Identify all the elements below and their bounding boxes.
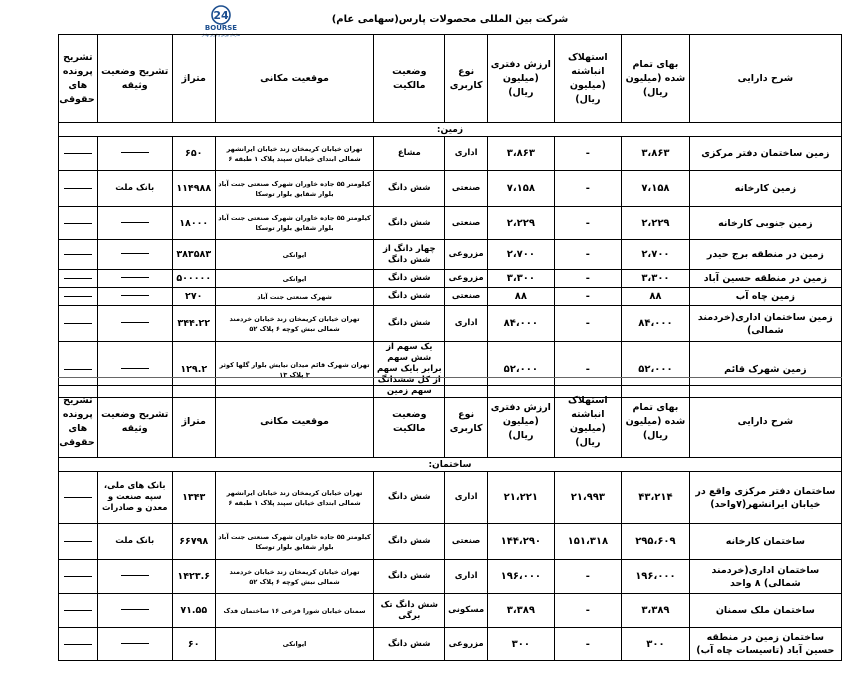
cell-use: صنعتی (445, 207, 488, 240)
cell-coll (97, 628, 172, 661)
svg-text:24: 24 (213, 9, 229, 22)
cell-area: ۶۶۷۹۸ (172, 524, 215, 560)
cell-legal (59, 240, 98, 270)
col-desc: شرح دارایی (689, 386, 841, 458)
cell-use: صنعتی (445, 171, 488, 207)
cell-area: ۱۴۲۳.۶ (172, 560, 215, 594)
cell-use: صنعتی (445, 288, 488, 306)
empty-dash (64, 278, 92, 279)
cell-loc: تهران خیابان کریمخان زند خیابان خردمند شمالی نبش کوچه ۶ پلاک ۵۲ (215, 560, 374, 594)
cell-coll (97, 137, 172, 171)
cell-depr: - (554, 560, 622, 594)
table-divider (58, 377, 842, 378)
cell-own: یک سهم از شش سهم برابر بایک سهم از کل ششدانگ سهم زمین (374, 342, 445, 398)
cell-use: مزروعی (445, 270, 488, 288)
cell-desc: زمین چاه آب (689, 288, 841, 306)
empty-dash (64, 369, 92, 370)
cell-legal (59, 270, 98, 288)
land-section-label: زمین: (59, 123, 842, 137)
cell-book: ۳۰۰ (488, 628, 555, 661)
col-legal: تشریح پرونده های حقوقی (59, 386, 98, 458)
cell-area: ۱۱۴۹۸۸ (172, 171, 215, 207)
cell-own: مشاع (374, 137, 445, 171)
empty-dash (121, 322, 149, 323)
cell-coll (97, 288, 172, 306)
table-row (59, 628, 842, 661)
empty-dash (121, 253, 149, 254)
col-own: وضعیت مالکیت (374, 35, 445, 123)
cell-own: شش دانگ (374, 306, 445, 342)
section-row (59, 458, 842, 472)
cell-legal (59, 207, 98, 240)
empty-dash (121, 152, 149, 153)
table-row (59, 560, 842, 594)
cell-coll (97, 306, 172, 342)
cell-legal (59, 560, 98, 594)
cell-cost: ۸۴،۰۰۰ (622, 306, 690, 342)
cell-coll (97, 207, 172, 240)
table-row (59, 594, 842, 628)
cell-own: شش دانگ تک برگی (374, 594, 445, 628)
cell-loc: کیلومتر ۵۵ جاده خاوران شهرک صنعتی جنت آباد بلوار شقایق بلوار توسکا (215, 524, 374, 560)
cell-legal (59, 137, 98, 171)
building-assets-table (58, 385, 842, 661)
cell-book: ۲۱،۲۲۱ (488, 472, 555, 524)
col-book: ارزش دفتری (میلیون ریال) (488, 386, 555, 458)
logo-text: BOURSE (204, 24, 238, 32)
building-table-body (59, 458, 842, 661)
cell-area: ۲۷۰ (172, 288, 215, 306)
col-depr: استهلاک انباشته (میلیون ریال) (554, 35, 622, 123)
cell-depr: ۲۱،۹۹۳ (554, 472, 622, 524)
col-depr: استهلاک انباشته (میلیون ریال) (554, 386, 622, 458)
cell-book: ۳،۸۶۳ (488, 137, 555, 171)
cell-depr: - (554, 137, 622, 171)
table-row (59, 240, 842, 270)
cell-desc: زمین کارخانه (689, 171, 841, 207)
section-row (59, 123, 842, 137)
cell-loc: ایوانکی (215, 628, 374, 661)
cell-cost: ۴۳،۲۱۴ (622, 472, 690, 524)
cell-area: ۶۵۰ (172, 137, 215, 171)
cell-depr: - (554, 240, 622, 270)
cell-desc: زمین در منطقه حسین آباد (689, 270, 841, 288)
col-area: متراژ (172, 35, 215, 123)
cell-loc: تهران خیابان کریمخان زند خیابان ایرانشهر شمالی ابتدای خیابان سپند پلاک ۱ طبقه ۶ (215, 472, 374, 524)
empty-dash (121, 295, 149, 296)
cell-legal (59, 472, 98, 524)
cell-cost: ۲۹۵،۶۰۹ (622, 524, 690, 560)
col-coll: تشریح وضعیت وثیقه (97, 35, 172, 123)
empty-dash (64, 644, 92, 645)
cell-depr: - (554, 628, 622, 661)
cell-coll (97, 560, 172, 594)
building-section-label: ساختمان: (59, 458, 842, 472)
empty-dash (64, 296, 92, 297)
land-assets-table (58, 34, 842, 398)
cell-use: مزروعی (445, 628, 488, 661)
empty-dash (121, 277, 149, 278)
cell-use: مسکونی (445, 594, 488, 628)
cell-own: شش دانگ (374, 524, 445, 560)
cell-legal (59, 524, 98, 560)
cell-depr: ۱۵۱،۳۱۸ (554, 524, 622, 560)
cell-loc: کیلومتر ۵۵ جاده خاوران شهرک صنعتی جنت آباد بلوار شقایق بلوار توسکا (215, 207, 374, 240)
logo-subtext: سازمان بورس و اوراق بهادار (201, 33, 241, 37)
cell-use: صنعتی (445, 524, 488, 560)
cell-desc: زمین شهرک قائم (689, 342, 841, 398)
cell-area: ۳۴۴.۲۲ (172, 306, 215, 342)
cell-use: اداری (445, 560, 488, 594)
empty-dash (121, 222, 149, 223)
cell-loc: ایوانکی (215, 240, 374, 270)
cell-area: ۶۰ (172, 628, 215, 661)
cell-desc: ساختمان کارخانه (689, 524, 841, 560)
col-own: وضعیت مالکیت (374, 386, 445, 458)
land-table-body (59, 123, 842, 398)
empty-dash (64, 254, 92, 255)
empty-dash (121, 575, 149, 576)
cell-cost: ۳۰۰ (622, 628, 690, 661)
cell-area: ۱۲۹.۲ (172, 342, 215, 398)
col-cost: بهای تمام شده (میلیون ریال) (622, 35, 690, 123)
col-coll: تشریح وضعیت وثیقه (97, 386, 172, 458)
empty-dash (64, 223, 92, 224)
cell-cost: ۱۹۶،۰۰۰ (622, 560, 690, 594)
cell-depr: - (554, 171, 622, 207)
cell-loc: ایوانکی (215, 270, 374, 288)
cell-coll: بانک ملت (97, 524, 172, 560)
cell-own: شش دانگ (374, 628, 445, 661)
cell-use: اداری (445, 472, 488, 524)
bourse-logo-icon (196, 4, 246, 38)
empty-dash (64, 541, 92, 542)
cell-own: شش دانگ (374, 288, 445, 306)
table-row (59, 472, 842, 524)
col-loc: موقعیت مکانی (215, 35, 374, 123)
cell-legal (59, 288, 98, 306)
cell-depr: - (554, 342, 622, 398)
cell-area: ۵۰۰۰۰۰ (172, 270, 215, 288)
col-loc: موقعیت مکانی (215, 386, 374, 458)
cell-legal (59, 306, 98, 342)
cell-cost: ۳،۳۰۰ (622, 270, 690, 288)
empty-dash (64, 188, 92, 189)
cell-book: ۷،۱۵۸ (488, 171, 555, 207)
col-legal: تشریح پرونده های حقوقی (59, 35, 98, 123)
cell-coll (97, 240, 172, 270)
cell-book: ۸۴،۰۰۰ (488, 306, 555, 342)
cell-legal (59, 171, 98, 207)
table-row (59, 171, 842, 207)
table-row (59, 270, 842, 288)
cell-coll: بانک های ملی، سپه صنعت و معدن و صادرات (97, 472, 172, 524)
empty-dash (64, 153, 92, 154)
cell-cost: ۲،۲۲۹ (622, 207, 690, 240)
cell-desc: ساختمان زمین در منطقه حسین آباد (تاسیسات چاه آب) (689, 628, 841, 661)
col-desc: شرح دارایی (689, 35, 841, 123)
empty-dash (64, 497, 92, 498)
cell-desc: زمین ساختمان دفتر مرکزی (689, 137, 841, 171)
cell-book: ۳،۳۰۰ (488, 270, 555, 288)
empty-dash (64, 610, 92, 611)
cell-area: ۷۱.۵۵ (172, 594, 215, 628)
building-header-row (59, 386, 842, 458)
col-use: نوع کاربری (445, 386, 488, 458)
cell-book: ۳،۳۸۹ (488, 594, 555, 628)
col-area: متراژ (172, 386, 215, 458)
cell-own: شش دانگ (374, 207, 445, 240)
cell-area: ۱۳۴۳ (172, 472, 215, 524)
table-row (59, 288, 842, 306)
cell-depr: - (554, 207, 622, 240)
cell-use: اداری (445, 137, 488, 171)
cell-loc: سمنان خیابان شورا فرعی ۱۶ ساختمان فدک (215, 594, 374, 628)
empty-dash (121, 643, 149, 644)
cell-own: شش دانگ (374, 270, 445, 288)
empty-dash (121, 368, 149, 369)
cell-loc: کیلومتر ۵۵ جاده خاوران شهرک صنعتی جنت آباد بلوار شقایق بلوار توسکا (215, 171, 374, 207)
cell-area: ۳۸۳۵۸۳ (172, 240, 215, 270)
cell-depr: - (554, 306, 622, 342)
cell-coll (97, 594, 172, 628)
cell-desc: زمین جنوبی کارخانه (689, 207, 841, 240)
cell-depr: - (554, 270, 622, 288)
cell-desc: ساختمان دفتر مرکزی واقع در خیابان ایرانشهر(۷واحد) (689, 472, 841, 524)
cell-own: چهار دانگ از شش دانگ (374, 240, 445, 270)
cell-coll (97, 270, 172, 288)
table-row (59, 137, 842, 171)
table-row (59, 306, 842, 342)
land-header-row (59, 35, 842, 123)
table-row (59, 207, 842, 240)
cell-book: ۵۲،۰۰۰ (488, 342, 555, 398)
empty-dash (64, 323, 92, 324)
cell-book: ۱۹۶،۰۰۰ (488, 560, 555, 594)
empty-dash (64, 576, 92, 577)
company-title: شرکت بین المللی محصولات پارس(سهامی عام) (331, 14, 569, 25)
empty-dash (121, 609, 149, 610)
cell-own: شش دانگ (374, 171, 445, 207)
cell-cost: ۳،۳۸۹ (622, 594, 690, 628)
cell-area: ۱۸۰۰۰ (172, 207, 215, 240)
cell-loc: تهران خیابان کریمخان زند خیابان خردمند شمالی نبش کوچه ۶ پلاک ۵۲ (215, 306, 374, 342)
cell-cost: ۳،۸۶۳ (622, 137, 690, 171)
cell-own: شش دانگ (374, 472, 445, 524)
cell-loc: تهران خیابان کریمخان زند خیابان ایرانشهر شمالی ابتدای خیابان سپند پلاک ۱ طبقه ۶ (215, 137, 374, 171)
table-row (59, 524, 842, 560)
col-book: ارزش دفتری (میلیون ریال) (488, 35, 555, 123)
cell-loc: تهران شهرک قائم میدان نیایش بلوار گلها کوثر ۳ پلاک ۱۳ (215, 342, 374, 398)
cell-use: مزروعی (445, 240, 488, 270)
cell-loc: شهرک صنعتی جنت آباد (215, 288, 374, 306)
col-cost: بهای تمام شده (میلیون ریال) (622, 386, 690, 458)
cell-cost: ۲،۷۰۰ (622, 240, 690, 270)
cell-cost: ۵۲،۰۰۰ (622, 342, 690, 398)
cell-book: ۱۴۴،۲۹۰ (488, 524, 555, 560)
cell-legal (59, 628, 98, 661)
col-use: نوع کاربری (445, 35, 488, 123)
cell-book: ۸۸ (488, 288, 555, 306)
cell-coll: بانک ملت (97, 171, 172, 207)
cell-desc: ساختمان ملک سمنان (689, 594, 841, 628)
cell-depr: - (554, 288, 622, 306)
cell-cost: ۷،۱۵۸ (622, 171, 690, 207)
cell-use: اداری (445, 306, 488, 342)
cell-own: شش دانگ (374, 560, 445, 594)
cell-book: ۲،۷۰۰ (488, 240, 555, 270)
cell-cost: ۸۸ (622, 288, 690, 306)
cell-desc: زمین در منطقه برج حیدر (689, 240, 841, 270)
cell-book: ۲،۲۲۹ (488, 207, 555, 240)
cell-legal (59, 594, 98, 628)
cell-desc: ساختمان اداری(خردمند شمالی) ۸ واحد (689, 560, 841, 594)
cell-depr: - (554, 594, 622, 628)
cell-desc: زمین ساختمان اداری(خردمند شمالی) (689, 306, 841, 342)
